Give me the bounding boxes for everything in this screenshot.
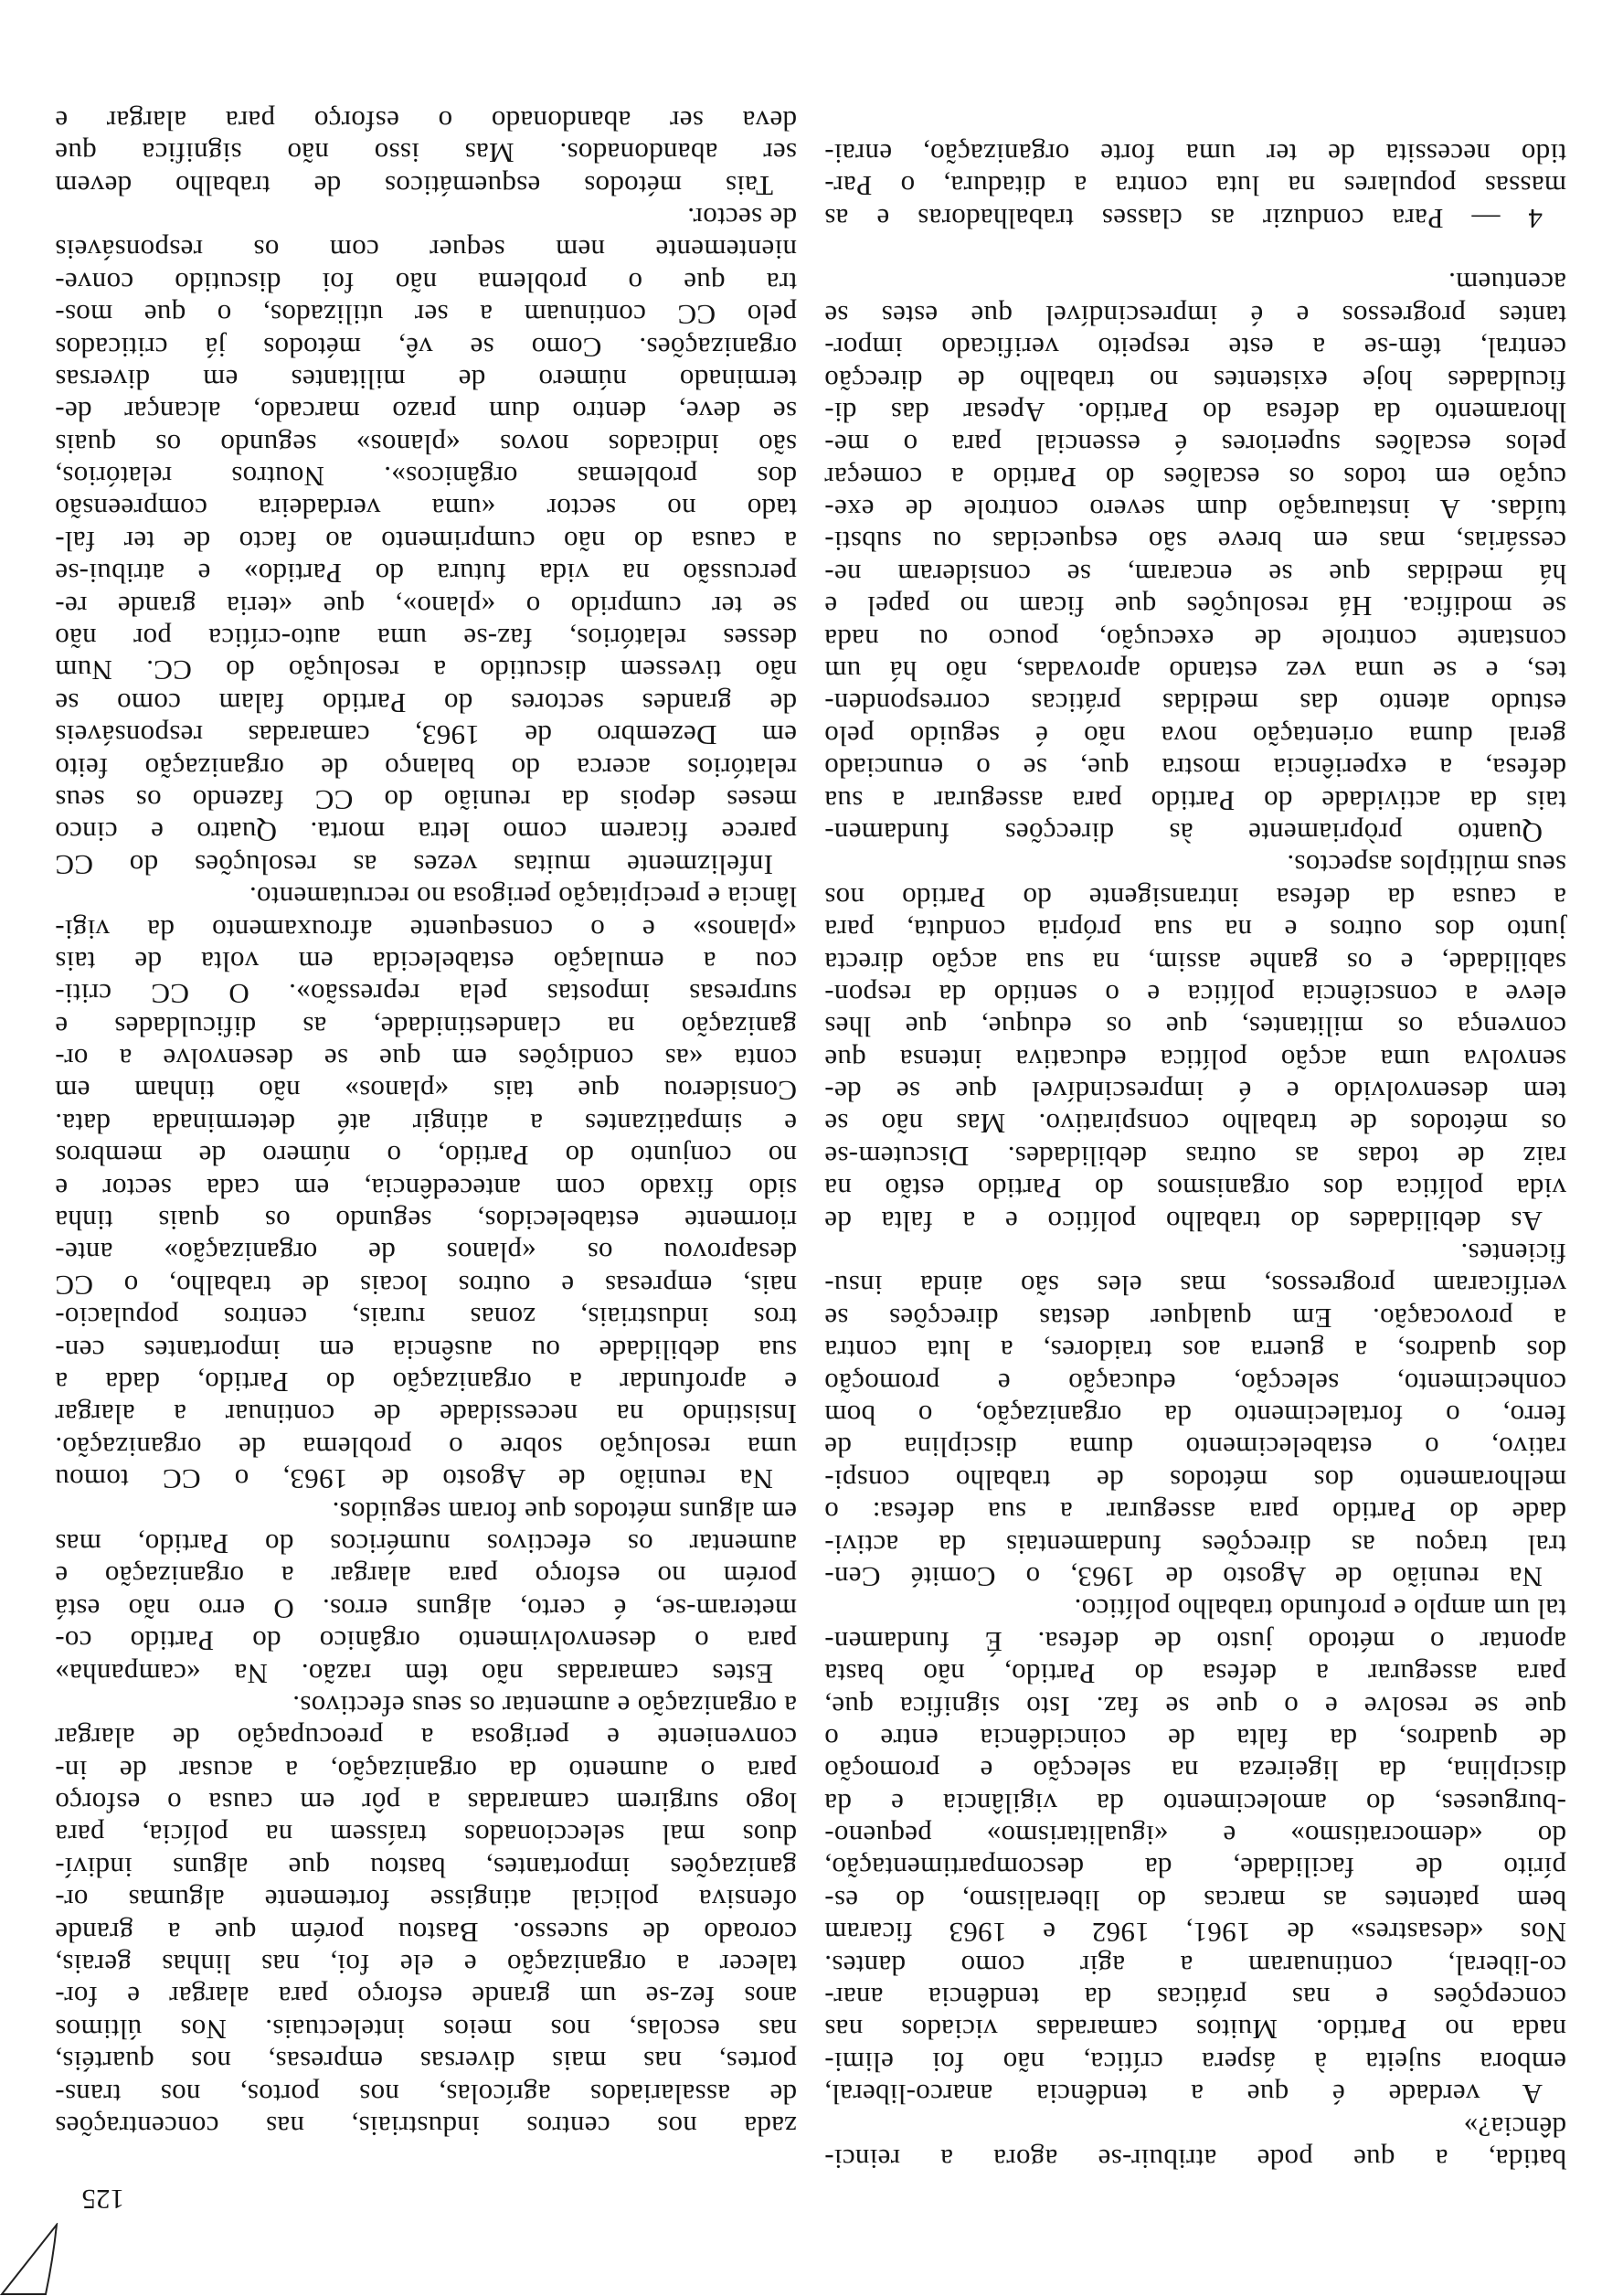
text-line: Nos «desastres» de 1961, 1962 e 1963 ficaram [824, 1917, 1566, 1950]
text-line: nas escolas, nos meios intelectuais. Nos últimos [55, 2013, 797, 2046]
text-line: Na reunião de Agosto de 1963, o Comité Cen- [824, 1560, 1543, 1593]
text-line: conveniente e perigosa a preocupação de alargar [55, 1722, 797, 1755]
text-line: no conjunto do Partido, o número de membros [55, 1140, 797, 1173]
text-line: desaprovou os «planos de organização» ante- [55, 1237, 797, 1270]
text-line: e aprofundar a organização do Partido, dada a [55, 1366, 797, 1399]
text-line: Quanto pròpriamente às direcções fundamen- [824, 816, 1543, 849]
text-line: de sector. [686, 201, 797, 234]
text-line: aumentar os efectivos numéricos do Partido, mas [55, 1527, 797, 1560]
text-line: coroado de sucesso. Bastou porém que a grande [55, 1916, 797, 1949]
text-line: há medidas que se encaram, se consideram ne- [824, 558, 1566, 590]
text-line: conta «as condições em que se desenvolve a or- [55, 1043, 797, 1076]
text-line: ser abandonados. Mas isso não significa que [55, 137, 797, 170]
text-line: constante controle de execução, pouco ou nada [824, 622, 1566, 655]
text-line: duos mal seleccionados traíssem na polícia, para [55, 1819, 797, 1852]
paragraph [824, 2110, 1566, 2175]
section-paragraph [824, 137, 1566, 234]
text-line: dade do Partido para assegurar a sua defesa: o [824, 1496, 1566, 1529]
text-line: organizações. Como se vê, métodos já criticados [55, 331, 797, 364]
text-line: porém no esforço para alargar a organização e [55, 1560, 797, 1593]
text-line: vida política dos organismos do Partido estão na [824, 1173, 1566, 1206]
text-line: dos quadros, a guerra aos traidores, a luta contra [824, 1334, 1566, 1367]
text-line: tros industriais, zonas rurais, centros populacio- [55, 1302, 797, 1334]
page-number: 125 [81, 2184, 124, 2216]
text-line: Insistindo na necessidade de continuar a alargar [55, 1398, 797, 1431]
paragraph [55, 1690, 797, 2142]
text-line: para o desenvolvimento orgânico do Partido co- [55, 1625, 797, 1658]
text-line: co-liberal, continuaram a agir como dantes. [824, 1949, 1566, 1982]
text-line: se ter cumprido o «plano», que «teria grande re- [55, 590, 797, 622]
text-line: cessárias, mas em breve são esquecidas ou substi- [824, 526, 1566, 558]
text-line: em Dezembro de 1963, camaradas responsáveis [55, 719, 797, 752]
text-line: conhecimento, selecção, educação e promoção [824, 1366, 1566, 1399]
text-line: tes, e se uma vez estando aprovadas, não há um [824, 655, 1566, 688]
text-line: batida, a que pode atribuir-se agora a reinci- [824, 2143, 1566, 2175]
text-line: nientemente nem sequer com os responsáveis [55, 234, 797, 267]
text-line: Infelizmente muitas vezes as resoluções do CC [55, 848, 773, 881]
text-line: ganizações importantes, bastou que alguns indiví- [55, 1851, 797, 1884]
paragraph [824, 1593, 1566, 2110]
text-line: parece ficarem como letra morta. Quatro e cinco [55, 816, 797, 849]
text-line: para assegurar a defesa do Partido, não basta [824, 1658, 1566, 1691]
text-line: riormente estabelecidos, segundo os quais tinha [55, 1205, 797, 1238]
text-line: para o aumento da organização, a acusar de in- [55, 1754, 797, 1787]
text-line: sabilidade, e os ganhe assim, na sua acção directa [824, 946, 1566, 979]
text-line: convença os militantes, que os eduque, que lhes [824, 1011, 1566, 1044]
text-line: tal um amplo e profundo trabalho político. [1074, 1593, 1566, 1626]
text-line: pelo CC continuam a ser utilizados, o que mos- [55, 299, 797, 332]
text-line: pírito de facilidade, da descompartimentação, [824, 1852, 1566, 1885]
text-line: geral duma orientação nova não é seguido pelo [824, 719, 1566, 752]
paragraph [55, 202, 797, 881]
text-line: tantes progressos e é imprescindível que estes se [824, 299, 1566, 332]
paragraph [55, 104, 797, 201]
text-column-right [55, 104, 797, 2142]
text-line: tado no sector «uma verdadeira compreensão [55, 493, 797, 526]
paragraph [824, 1238, 1566, 1593]
text-line: Tais métodos esquemáticos de trabalho devem [55, 169, 773, 202]
text-line: ganização na clandestinidade, as dificuldades e [55, 1010, 797, 1043]
text-line: A verdade é que a tendência anarco-liberal, [824, 2078, 1543, 2111]
text-line: massas populares na luta contra a ditadura, o Par- [824, 170, 1566, 203]
text-line: a provocação. Em qualquer destas direcções se [824, 1302, 1566, 1334]
text-line: acentuem. [1448, 267, 1566, 300]
text-line: os métodos de trabalho conspirativo. Mas não se [824, 1108, 1566, 1141]
text-line: seus múltiplos aspectos. [1287, 849, 1566, 882]
text-line: defesa, a experiência mostra que, se o enunciado [824, 752, 1566, 785]
text-line: «planos» e o consequente afrouxamento da vigi- [55, 913, 797, 946]
text-line: nada no Partido. Muitos camaradas viciados nas [824, 2014, 1566, 2046]
text-line: terminado número de militantes em diversas [55, 363, 797, 396]
text-line: uma resolução sobre o problema de organização. [55, 1430, 797, 1463]
text-line: Estes camaradas não têm razão. Na «campanha» [55, 1657, 773, 1690]
text-line: portes, nas mais diversas empresas, nos quartéis, [55, 2046, 797, 2078]
text-line: concepções e nas práticas da tendência anar- [824, 1982, 1566, 2014]
text-line: são indicados novos «planos» segundo os quais [55, 428, 797, 461]
text-line: de quadros, da falta de coincidência entre o [824, 1722, 1566, 1755]
text-line: lância e precipitação perigosa no recrutamento. [249, 881, 797, 914]
text-line: 4 — Para conduzir as classes trabalhadoras e as [824, 202, 1543, 235]
text-line: tido necessita de ter uma forte organização, enrai- [824, 137, 1566, 170]
text-line: tem desenvolvido e é imprescindível que se de- [824, 1076, 1566, 1109]
text-line: junto dos outros e na sua própria conduta, para [824, 914, 1566, 947]
text-line: em alguns métodos que foram seguidos. [332, 1495, 797, 1528]
text-line: senvolva uma acção política educativa intensa que [824, 1043, 1566, 1076]
text-line: raiz de todas as outras debilidades. Discutem-se [824, 1140, 1566, 1173]
text-line: desses relatórios, faz-se uma auto-crítica por não [55, 622, 797, 655]
text-line: a causa da defesa intransigente do Partido nos [824, 881, 1566, 914]
text-line: anos fez-se um grande esforço para alargar e for- [55, 1981, 797, 2014]
text-line: meteram-se, é certo, alguns erros. O erro não está [55, 1592, 797, 1625]
page-corner-fold-icon [0, 2223, 58, 2296]
text-line: bem patentes as marcas do liberalismo, do es- [824, 1884, 1566, 1917]
text-line: zada nos centros industriais, nas concentrações [55, 2110, 797, 2142]
text-line: ofensiva policial atingisse fortemente algumas or- [55, 1884, 797, 1917]
text-line: verificaram progressos, mas eles são ainda insu- [824, 1270, 1566, 1302]
text-line: embora sujeita à áspera crítica, não foi elimi- [824, 2046, 1566, 2078]
text-line: do «democratismo» e «igualitarismo» pequeno- [824, 1820, 1566, 1853]
text-line: dos problemas orgânicos». Noutros relatórios, [55, 461, 797, 494]
text-line: -burgueses, do amolecimento da vigilância e da [824, 1787, 1566, 1820]
text-line: sido fixado com antecedência, em cada sector e [55, 1172, 797, 1205]
paragraph [824, 267, 1566, 849]
text-line: tra que o problema não foi discutido conve- [55, 266, 797, 299]
text-line: ferro, o fortalecimento da organização, o bom [824, 1399, 1566, 1432]
text-line: percussão na vida futura do Partido» e atribui-se [55, 558, 797, 590]
text-line: central, têm-se a este respeito verificado impor- [824, 332, 1566, 365]
text-line: logo surgirem camaradas a pôr em causa o esforço [55, 1787, 797, 1820]
text-line: nais, empresas e outros locais de trabalho, o CC [55, 1269, 797, 1302]
text-line: lhoramento da defesa do Partido. Apesar das di- [824, 396, 1566, 429]
text-line: talecer a organização e ele foi, nas linhas gerais, [55, 1949, 797, 1982]
text-line: Considerou que tais «planos» não tinham em [55, 1075, 797, 1108]
paragraph [55, 1495, 797, 1689]
text-line: disciplina, da ligeireza na selecção e promoção [824, 1755, 1566, 1788]
paragraph [55, 881, 797, 1495]
text-line: cou a emulação estabelecida em volta de tais [55, 945, 797, 978]
text-line: tral traçou as direcções fundamentais da activi- [824, 1528, 1566, 1561]
text-line: estudo atento das medidas práticas corresponden- [824, 687, 1566, 720]
text-line: tais da actividade do Partido para assegurar a sua [824, 784, 1566, 817]
text-line: de grandes sectores do Partido falam como se [55, 686, 797, 719]
text-line: relatórios acerca do balanço de organização feito [55, 751, 797, 784]
text-line: e simpatizantes a atingir até determinada data. [55, 1107, 797, 1140]
text-line: ficientes. [1460, 1238, 1566, 1270]
text-line: se deve, dentro dum prazo marcado, alcançar de- [55, 396, 797, 429]
text-line: eleve a consciência política e o sentido da respon- [824, 978, 1566, 1011]
text-line: se modifica. Há resoluções que ficam no papel e [824, 590, 1566, 623]
text-line: meses depois da reunião do CC fazendo os seus [55, 783, 797, 816]
text-line: cução em todos os escalões do Partido a começar [824, 461, 1566, 494]
text-line: que se resolve e o que se faz. Isto significa que, [824, 1690, 1566, 1723]
text-line: surpresas impostas pela repressão». O CC criti- [55, 978, 797, 1011]
text-line: sua debilidade ou ausência em importantes cen- [55, 1334, 797, 1366]
text-line: Na reunião de Agosto de 1963, o CC tomou [55, 1463, 773, 1496]
text-line: a organização e aumentar os seus efectivos. [292, 1689, 797, 1722]
text-line: pelos escalões superiores é essencial para o me- [824, 429, 1566, 462]
text-line: ficuldades hoje existentes no trabalho de direcção [824, 364, 1566, 397]
text-line: deva ser abandonado o esforço para alargar e [55, 104, 797, 137]
text-line: apontar o método justo de defesa. É fundamen- [824, 1625, 1566, 1658]
text-line: dência?» [1463, 2110, 1566, 2143]
text-column-left [824, 137, 1566, 2175]
text-line: tuídas. A instauração dum severo controle de exe- [824, 494, 1566, 526]
text-line: a causa do não cumprimento ao facto de ter fal- [55, 525, 797, 558]
text-line: rativo, o estabelecimento duma disciplina de [824, 1431, 1566, 1464]
paragraph [824, 849, 1566, 1238]
text-line: não tivessem discutido a resolução do CC. Num [55, 654, 797, 687]
text-line: melhoramento dos métodos de trabalho conspi- [824, 1463, 1566, 1496]
text-line: de assalariados agrícolas, nos portos, nos trans- [55, 2078, 797, 2110]
text-line: As debilidades do trabalho político e a falta de [824, 1205, 1543, 1238]
